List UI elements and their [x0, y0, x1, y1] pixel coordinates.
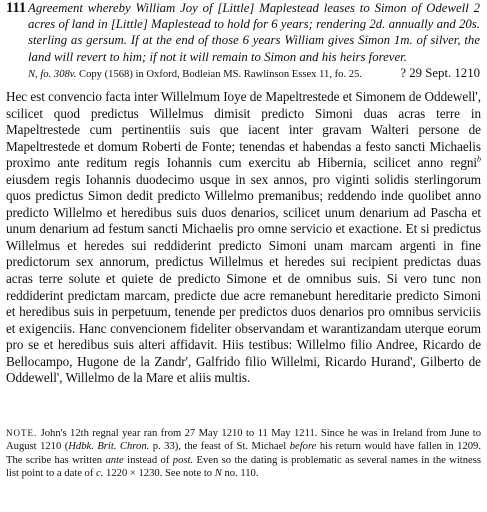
note-text-7: no. 110.	[221, 468, 259, 480]
note-text-6: 1220 × 1230. See note to	[103, 468, 215, 480]
latin-text-part1: Hec est convencio facta inter Willelmum Ioye de Mapeltrestede et Simonem de Oddewell', scilicet quod predictus Willelmus dimisit predicto Simoni duas acras terre in Mapeltrestede cum pertinentiis suis que iacent inter gravam Walteri persone de Mapeltrestede et domum Roberti de Fonte; tenendas et habendas a festo sancti Michaelis proximo ante reditum regis Iohannis cum exercitu ab Hibernia, scilicet anno regni	[6, 89, 481, 171]
note-circa: c.	[96, 468, 104, 480]
note-text-2: p. 33), the feast of St. Michael	[149, 441, 290, 453]
note-before: before	[289, 441, 317, 453]
latin-paragraph	[6, 89, 481, 387]
note-n: N	[214, 468, 222, 480]
note-ante: ante	[105, 454, 124, 466]
footnote-marker: b	[477, 154, 481, 164]
entry-date: ? 29 Sept. 1210	[400, 65, 480, 80]
source-copy: Copy (1568) in Oxford, Bodleian MS. Rawlinson Essex 11, fo. 25.	[79, 69, 362, 80]
entry-number: 111	[6, 0, 27, 16]
editorial-note	[6, 427, 481, 481]
note-post: post.	[172, 454, 194, 466]
note-text-1: John's 12th regnal year ran from 27 May 1210 to 11 May 1211. Since he was in Ireland from June to August 1210 (	[6, 428, 481, 453]
latin-text	[6, 89, 481, 387]
source-folio: N, fo. 308v.	[28, 69, 77, 80]
note-text-4: instead of	[123, 454, 173, 466]
note-text-3: his return would have fallen in 1209. The scribe has written	[6, 441, 481, 466]
latin-text-part2: eiusdem regis Iohannis duodecimo usque in sex annos, pro viginti solidis sterlingorum quos predictus Simon dedit predicto Willelmo premanibus; reddendo inde quolibet anno predicto Willelmo et heredibus suis duos denarios, scilicet unum denarium ad Pascha et unum denarium ad festum sancti Michaelis pro omne servicio et exactione. Et si predictus Willelmus et heredes sui reddiderint predicto Simoni unam marcam argenti in fine predictorum sex annorum, predictus Willelmus et heredes sui recipient predictas duas acras terre solute et quiete de predicto Simone et de omnibus suis. Si vero tunc non reddiderint predictam marcam, predicte due acre remanebunt hereditarie predicto Simoni et heredibus suis in perpetuum, tenende per predictos duos denarios pro omnibus serviciis et exigenciis. Hanc convencionem fideliter observandam et warantizandam uterque eorum pro se et heredibus suis alteri affidavit. Hiis testibus: Willelmo filio Andree, Ricardo de Bellocampo, Hugone de la Zandr', Galfrido filio Willelmi, Ricardo Hurand', Gilberto de Oddewell', Willelmo de la Mare et aliis multis.	[6, 171, 481, 386]
note-text-5: Even so the dating is problematic as several names in the witness list point to a date of	[6, 454, 481, 480]
summary-text: Agreement whereby William Joy of [Little] Maplestead leases to Simon of Odewell 2 acres of land in [Little] Maplestead to hold for 6 years; rendering 2d. annually and 20s. sterling as gersum. If at the end of those 6 years William gives Simon 1m. of silver, the land will revert to him; if not it will remain to Simon and his heirs forever.	[28, 1, 480, 64]
source-citation	[28, 68, 480, 81]
note-label: NOTE.	[6, 428, 38, 438]
note-ref: Hdbk. Brit. Chron.	[68, 441, 150, 453]
